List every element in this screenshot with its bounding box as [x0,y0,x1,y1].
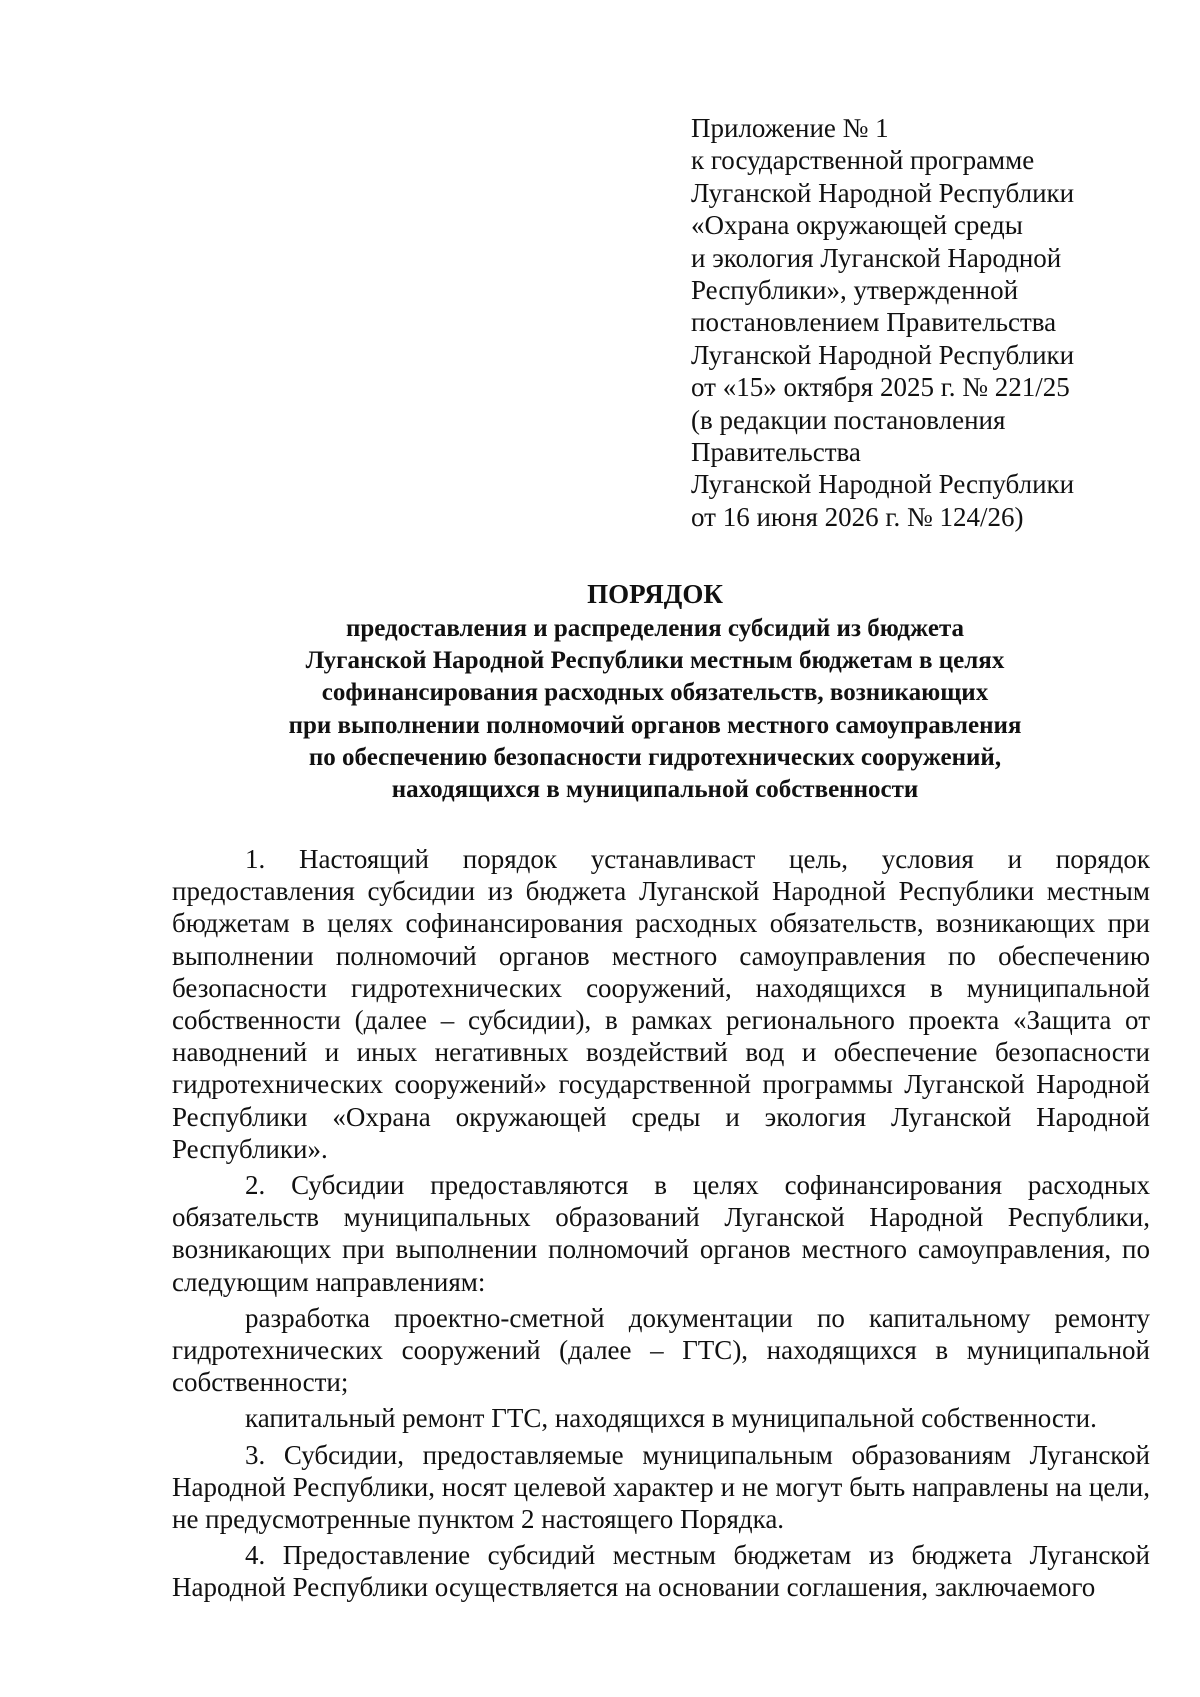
subtitle-line: находящихся в муниципальной собственности [391,776,919,804]
paragraph-3: 3. Субсидии, предоставляемые муниципальным образованиям Луганской Народной Республики, носят целевой характер и не могут быть направлены на цели, не предусмотренные пунктом 2 настоящего Порядка. [172,1439,1150,1535]
appendix-line: «Охрана окружающей среды [691,210,1023,241]
appendix-line: Луганской Народной Республики [691,469,1075,500]
appendix-header [691,112,1151,533]
document-body [172,843,1150,1608]
paragraph-2: 2. Субсидии предоставляются в целях софинансирования расходных обязательств муниципальных образований Луганской Народной Республики, возникающих при выполнении полномочий органов местного самоуправления, по следующим направлениям: [172,1170,1150,1297]
subtitle-line: при выполнении полномочий органов местного самоуправления [288,711,1022,739]
appendix-line: и экология Луганской Народной [691,242,1062,273]
appendix-line: (в редакции постановления [691,404,1006,435]
paragraph-2-item-repair: капитальный ремонт ГТС, находящихся в муниципальной собственности. [245,1403,1097,1434]
document-subtitle [160,613,1150,806]
paragraph-2-item-design: разработка проектно-сметной документации по капитальному ремонту гидротехнических сооружений (далее – ГТС), находящихся в муниципальной собственности; [172,1302,1150,1398]
paragraph-1: 1. Настоящий порядок устанавливаст цель, условия и порядок предоставления субсидии из бюджета Луганской Народной Республики местным бюджетам в целях софинансирования расходных обязательств, возникающих при выполнении полномочий органов местного самоуправления по обеспечению безопасности гидротехнических сооружений, находящихся в муниципальной собственности (далее – субсидии), в рамках регионального проекта «Защита от наводнений и иных негативных воздействий вод и обеспечение безопасности гидротехнических сооружений» государственной программы Луганской Народной Республики «Охрана окружающей среды и экология Луганской Народной Республики». [172,844,1150,1164]
appendix-line: Приложение № 1 [691,113,889,143]
paragraph-4: 4. Предоставление субсидий местным бюджетам из бюджета Луганской Народной Республики осуществляется на основании соглашения, заключаемого [172,1540,1150,1603]
appendix-line: Луганской Народной Республики [691,339,1075,370]
appendix-line: Луганской Народной Республики [691,177,1075,208]
appendix-line: Республики», утвержденной [691,275,1019,306]
subtitle-line: предоставления и распределения субсидий из бюджета [345,615,965,642]
document-title: ПОРЯДОК [587,579,723,609]
appendix-line: от 16 июня 2026 г. № 124/26) [691,501,1024,532]
appendix-line: постановлением Правительства [691,307,1057,338]
appendix-line: Правительства [691,437,861,468]
subtitle-line: Луганской Народной Республики местным бюджетам в целях [305,647,1005,675]
appendix-line: к государственной программе [691,145,1035,176]
subtitle-line: софинансирования расходных обязательств, возникающих [321,679,989,707]
appendix-line: от «15» октября 2025 г. № 221/25 [691,372,1070,403]
subtitle-line: по обеспечению безопасности гидротехнических сооружений, [308,743,1002,771]
